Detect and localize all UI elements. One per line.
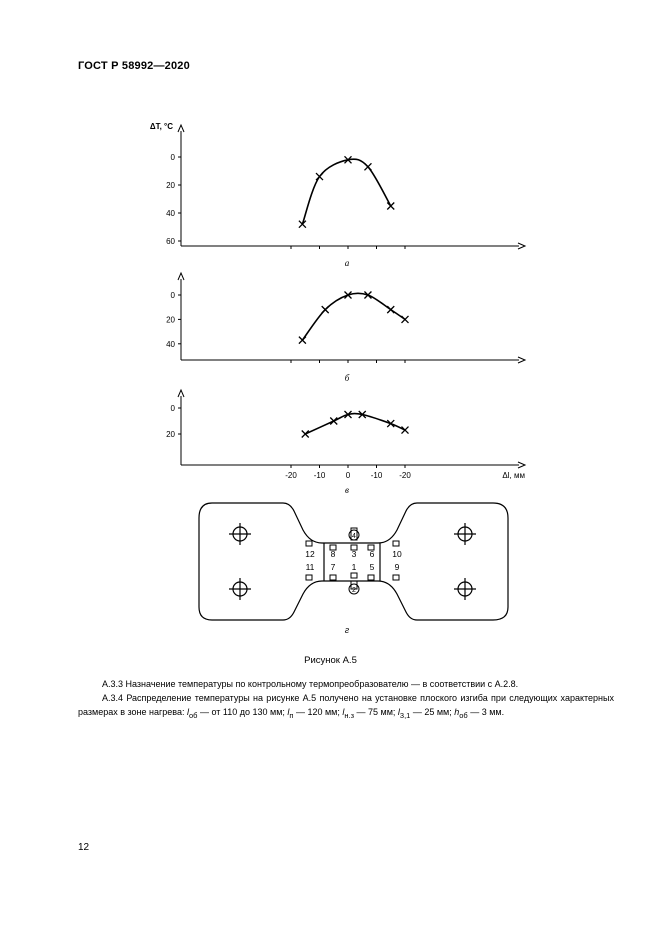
- sensor-label-11: 11: [305, 562, 315, 572]
- data-point: [364, 163, 371, 170]
- y-tick-label: 40: [166, 209, 175, 218]
- data-point: [299, 337, 306, 344]
- x-axis-label: Δl, мм: [502, 471, 525, 480]
- data-point: [387, 420, 394, 427]
- mount-hole-bottom-left-icon: [229, 578, 251, 600]
- y-axis-arrow: [178, 273, 184, 280]
- y-axis-arrow: [178, 125, 184, 132]
- x-tick-label: -10: [313, 471, 326, 480]
- x-tick-label: -20: [399, 471, 411, 480]
- y-tick-label: 0: [170, 291, 175, 300]
- paragraph-a34: А.3.4 Распределение температуры на рисунке А.5 получено на установке плоского изгиба при следующих характерных размерах в зоне нагрева: $l_{об}$ — от 110 до 130 мм; $l_п$ — 120 мм; $l_{н.з}$ — 75 мм; $l_{3,1}$ — 25 мм; $h_{об}$ — 3 мм.: [78, 693, 614, 720]
- sensor-label-3: 3: [351, 549, 357, 559]
- sensor-label-5: 5: [369, 562, 375, 572]
- x-axis-arrow: [518, 243, 525, 249]
- x-tick-label: 0: [345, 471, 351, 480]
- panel-label: в: [345, 485, 349, 495]
- y-tick-label: 20: [166, 430, 175, 439]
- chart-panel-2: [166, 273, 525, 383]
- series-line: [302, 293, 405, 340]
- y-tick-label: 0: [170, 404, 175, 413]
- y-axis-label: ΔT, °C: [149, 122, 173, 131]
- y-tick-label: 0: [170, 153, 175, 162]
- panel-label: а: [344, 258, 350, 268]
- paragraph-a33: А.3.3 Назначение температуры по контрольному термопреобразователю — в соответствии с А.2.8.: [102, 679, 519, 689]
- sensor-label-8: 8: [330, 549, 336, 559]
- data-point: [316, 173, 323, 180]
- y-tick-label: 40: [166, 339, 175, 349]
- sensor-label-6: 6: [369, 549, 375, 559]
- y-tick-label: 20: [166, 181, 175, 190]
- data-point: [322, 306, 329, 313]
- sensor-label-1: 1: [351, 562, 357, 572]
- x-axis-arrow: [518, 462, 525, 468]
- figure-caption: Рисунок А.5: [304, 655, 357, 666]
- chart-panel-1: [150, 122, 525, 268]
- y-axis-arrow: [178, 390, 184, 397]
- sensor-label-12: 12: [305, 549, 315, 559]
- x-tick-label: -10: [370, 471, 383, 480]
- document-header: ГОСТ Р 58992—2020: [78, 60, 190, 72]
- sensor-label-10: 10: [392, 549, 402, 559]
- data-point: [387, 306, 394, 313]
- panel-label-g: г: [344, 625, 350, 635]
- mount-hole-top-left-icon: [229, 523, 251, 545]
- chart-panel-3: [166, 390, 525, 495]
- data-point: [330, 418, 337, 425]
- mount-hole-bottom-right-icon: [454, 578, 476, 600]
- data-point: [302, 431, 309, 438]
- x-axis-arrow: [518, 357, 525, 363]
- sensor-label-2: 2: [352, 587, 356, 594]
- data-point: [402, 316, 409, 323]
- data-point: [387, 203, 394, 210]
- y-tick-label: 60: [166, 237, 175, 246]
- x-tick-label: -20: [285, 471, 297, 480]
- charts-layer: [150, 122, 525, 495]
- data-point: [402, 427, 409, 434]
- mount-hole-top-right-icon: [454, 523, 476, 545]
- series-line: [302, 159, 390, 224]
- y-tick-label: 20: [166, 315, 175, 325]
- panel-label: б: [344, 373, 350, 383]
- sensor-label-7: 7: [330, 562, 336, 572]
- sensor-label-4: 4: [352, 533, 356, 540]
- page-number: 12: [78, 842, 90, 853]
- sensor-label-9: 9: [394, 562, 400, 572]
